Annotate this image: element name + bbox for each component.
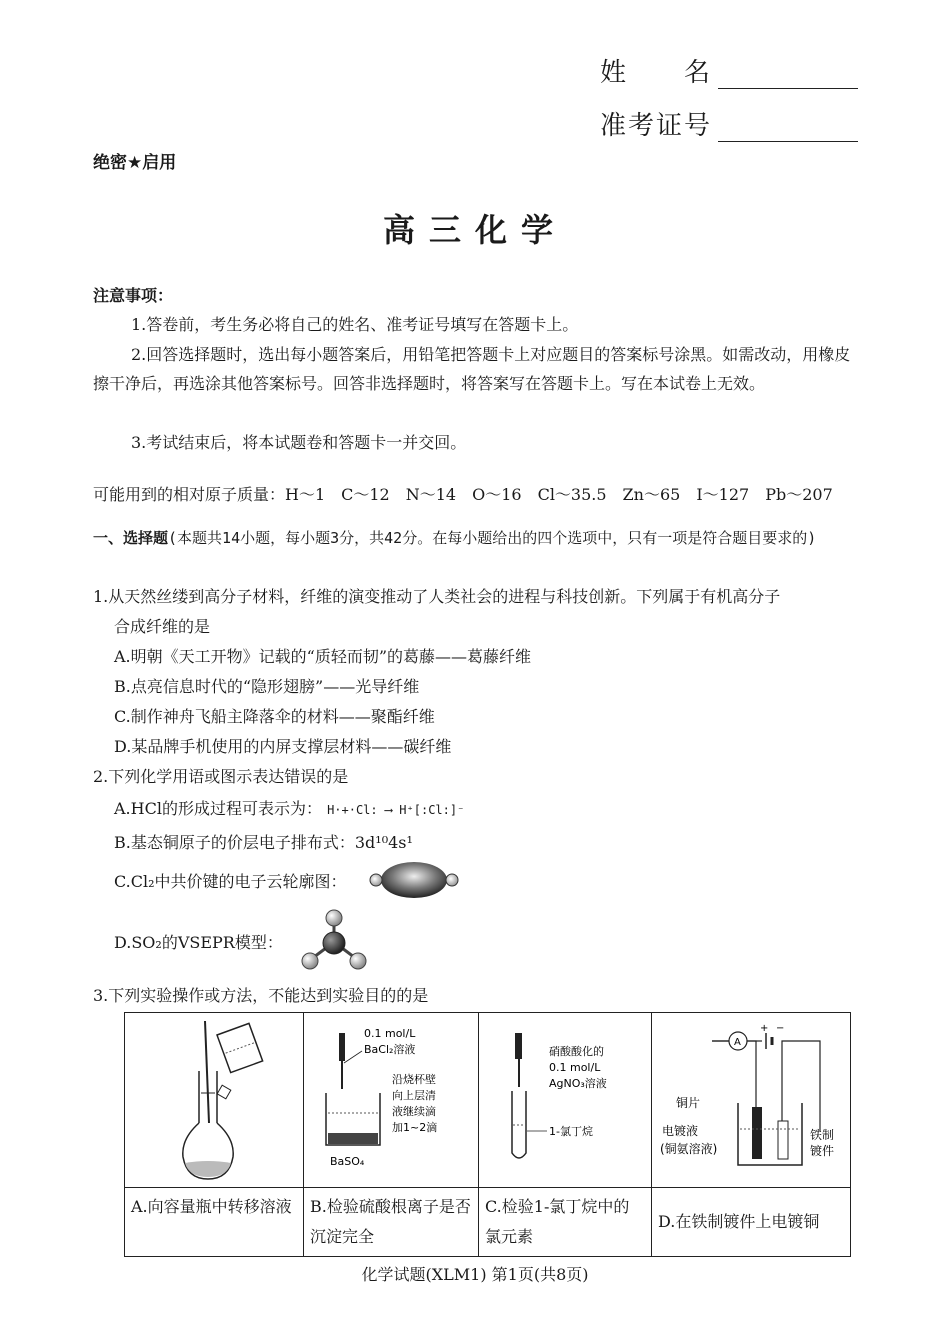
q2-option-c bbox=[114, 869, 347, 892]
name-label: 姓 名 bbox=[599, 58, 712, 88]
exam-id-field[interactable] bbox=[600, 105, 858, 142]
secret-label: 绝密★启用 bbox=[93, 153, 177, 173]
q3-stem: 3.下列实验操作或方法，不能达到实验目的的是 bbox=[93, 986, 429, 1005]
name-line[interactable] bbox=[718, 62, 858, 89]
fig-b-note-line: 向上层清 bbox=[392, 1089, 436, 1102]
fig-c-cell bbox=[479, 1013, 652, 1188]
q2-option-a-text: A.HCl的形成过程可表示为： bbox=[114, 799, 322, 818]
fig-b-note-line: 加1~2滴 bbox=[392, 1121, 438, 1134]
atomic-masses: 可能用到的相对原子质量：H～1 C～12 N～14 O～16 Cl～35.5 Zn～65 I～127 Pb～207 bbox=[93, 485, 833, 504]
fig-b-precipitate: BaSO₄ bbox=[330, 1155, 365, 1168]
cl2-electron-cloud-image bbox=[368, 860, 460, 900]
fig-d-iron-label: 铁制 bbox=[810, 1128, 835, 1142]
q2-option-b bbox=[114, 830, 413, 853]
fig-b-cell bbox=[304, 1013, 479, 1188]
so2-vsepr-model-image bbox=[298, 908, 368, 972]
q2-option-b-text: B.基态铜原子的价层电子排布式： bbox=[114, 833, 355, 852]
fig-c-reagent-line: AgNO₃溶液 bbox=[549, 1077, 607, 1090]
q2-stem: 2.下列化学用语或图示表达错误的是 bbox=[93, 767, 349, 786]
section-title: 一、选择题 bbox=[93, 529, 169, 547]
notice-heading: 注意事项： bbox=[93, 286, 174, 305]
experiment-table bbox=[124, 1012, 851, 1257]
name-field[interactable] bbox=[600, 52, 858, 89]
q2-option-c-text: C.Cl₂中共价键的电子云轮廓图： bbox=[114, 872, 347, 891]
fig-d-electrolyte: 电镀液 bbox=[662, 1124, 699, 1138]
q1-option-b: B.点亮信息时代的“隐形翅膀”——光导纤维 bbox=[114, 677, 420, 696]
caption-c: C.检验1-氯丁烷中的氯元素 bbox=[479, 1188, 652, 1257]
notice-item: 2.回答选择题时，选出每小题答案后，用铅笔把答题卡上对应题目的答案标号涂黑。如需改动，用橡皮擦干净后，再选涂其他答案标号。回答非选择题时，将答案写在答题卡上。写在本试卷上无效。 bbox=[93, 345, 851, 393]
q2-option-d bbox=[114, 930, 283, 953]
ammeter-icon: A bbox=[734, 1037, 741, 1048]
hcl-formation-formula: H·+·Cl: ⟶ H⁺[:Cl:]⁻ bbox=[327, 803, 465, 817]
caption-a: A.向容量瓶中转移溶液 bbox=[125, 1188, 304, 1257]
volumetric-flask-transfer-image bbox=[125, 1013, 303, 1183]
q1-stem: 1.从天然丝缕到高分子材料，纤维的演变推动了人类社会的进程与科技创新。下列属于有机高分子 bbox=[93, 587, 781, 606]
chlorobutane-test-image bbox=[479, 1013, 651, 1183]
fig-d-iron-label: 镀件 bbox=[810, 1144, 835, 1158]
q1-option-a: A.明朝《天工开物》记载的“质轻而韧”的葛藤——葛藤纤维 bbox=[114, 647, 532, 666]
electroplating-image bbox=[652, 1013, 850, 1183]
q1-option-c: C.制作神舟飞船主降落伞的材料——聚酯纤维 bbox=[114, 707, 435, 726]
q1-stem-cont: 合成纤维的是 bbox=[114, 617, 211, 636]
q1-option-d: D.某品牌手机使用的内屏支撑层材料——碳纤维 bbox=[114, 737, 452, 756]
cu-config: 3d¹⁰4s¹ bbox=[354, 833, 413, 852]
fig-d-copper: 铜片 bbox=[676, 1096, 701, 1110]
fig-a-cell bbox=[125, 1013, 304, 1188]
page-footer: 化学试题(XLM1) 第1页(共8页) bbox=[361, 1265, 589, 1284]
fig-d-electrolyte-note: (铜氨溶液) bbox=[660, 1142, 718, 1156]
fig-c-sample: 1-氯丁烷 bbox=[549, 1125, 593, 1138]
exam-id-label: 准考证号 bbox=[599, 111, 712, 141]
exam-id-line[interactable] bbox=[718, 115, 858, 142]
sulfate-test-image bbox=[304, 1013, 478, 1183]
notice-item: 1.答卷前，考生务必将自己的姓名、准考证号填写在答题卡上。 bbox=[131, 315, 579, 334]
caption-d: D.在铁制镀件上电镀铜 bbox=[652, 1188, 851, 1257]
fig-b-note-line: 沿烧杯壁 bbox=[392, 1073, 436, 1086]
notice-item: 3.考试结束后，将本试题卷和答题卡一并交回。 bbox=[131, 433, 467, 452]
page-title: 高三化学 bbox=[382, 211, 567, 249]
q2-option-d-text: D.SO₂的VSEPR模型： bbox=[114, 933, 283, 952]
minus-sign: − bbox=[776, 1023, 785, 1034]
section-heading bbox=[93, 524, 863, 552]
fig-b-reagent2: BaCl₂溶液 bbox=[364, 1043, 416, 1056]
q2-option-a bbox=[114, 796, 464, 819]
fig-c-reagent-line: 0.1 mol/L bbox=[549, 1061, 601, 1074]
fig-b-note-line: 液继续滴 bbox=[392, 1105, 436, 1118]
plus-sign: + bbox=[760, 1023, 769, 1034]
caption-b: B.检验硫酸根离子是否沉淀完全 bbox=[304, 1188, 479, 1257]
fig-d-cell bbox=[652, 1013, 851, 1188]
fig-b-reagent1: 0.1 mol/L bbox=[364, 1027, 416, 1040]
section-desc: (本题共14小题，每小题3分，共42分。在每小题给出的四个选项中，只有一项是符合题目要求的) bbox=[168, 529, 817, 547]
fig-c-reagent-line: 硝酸酸化的 bbox=[549, 1045, 604, 1058]
